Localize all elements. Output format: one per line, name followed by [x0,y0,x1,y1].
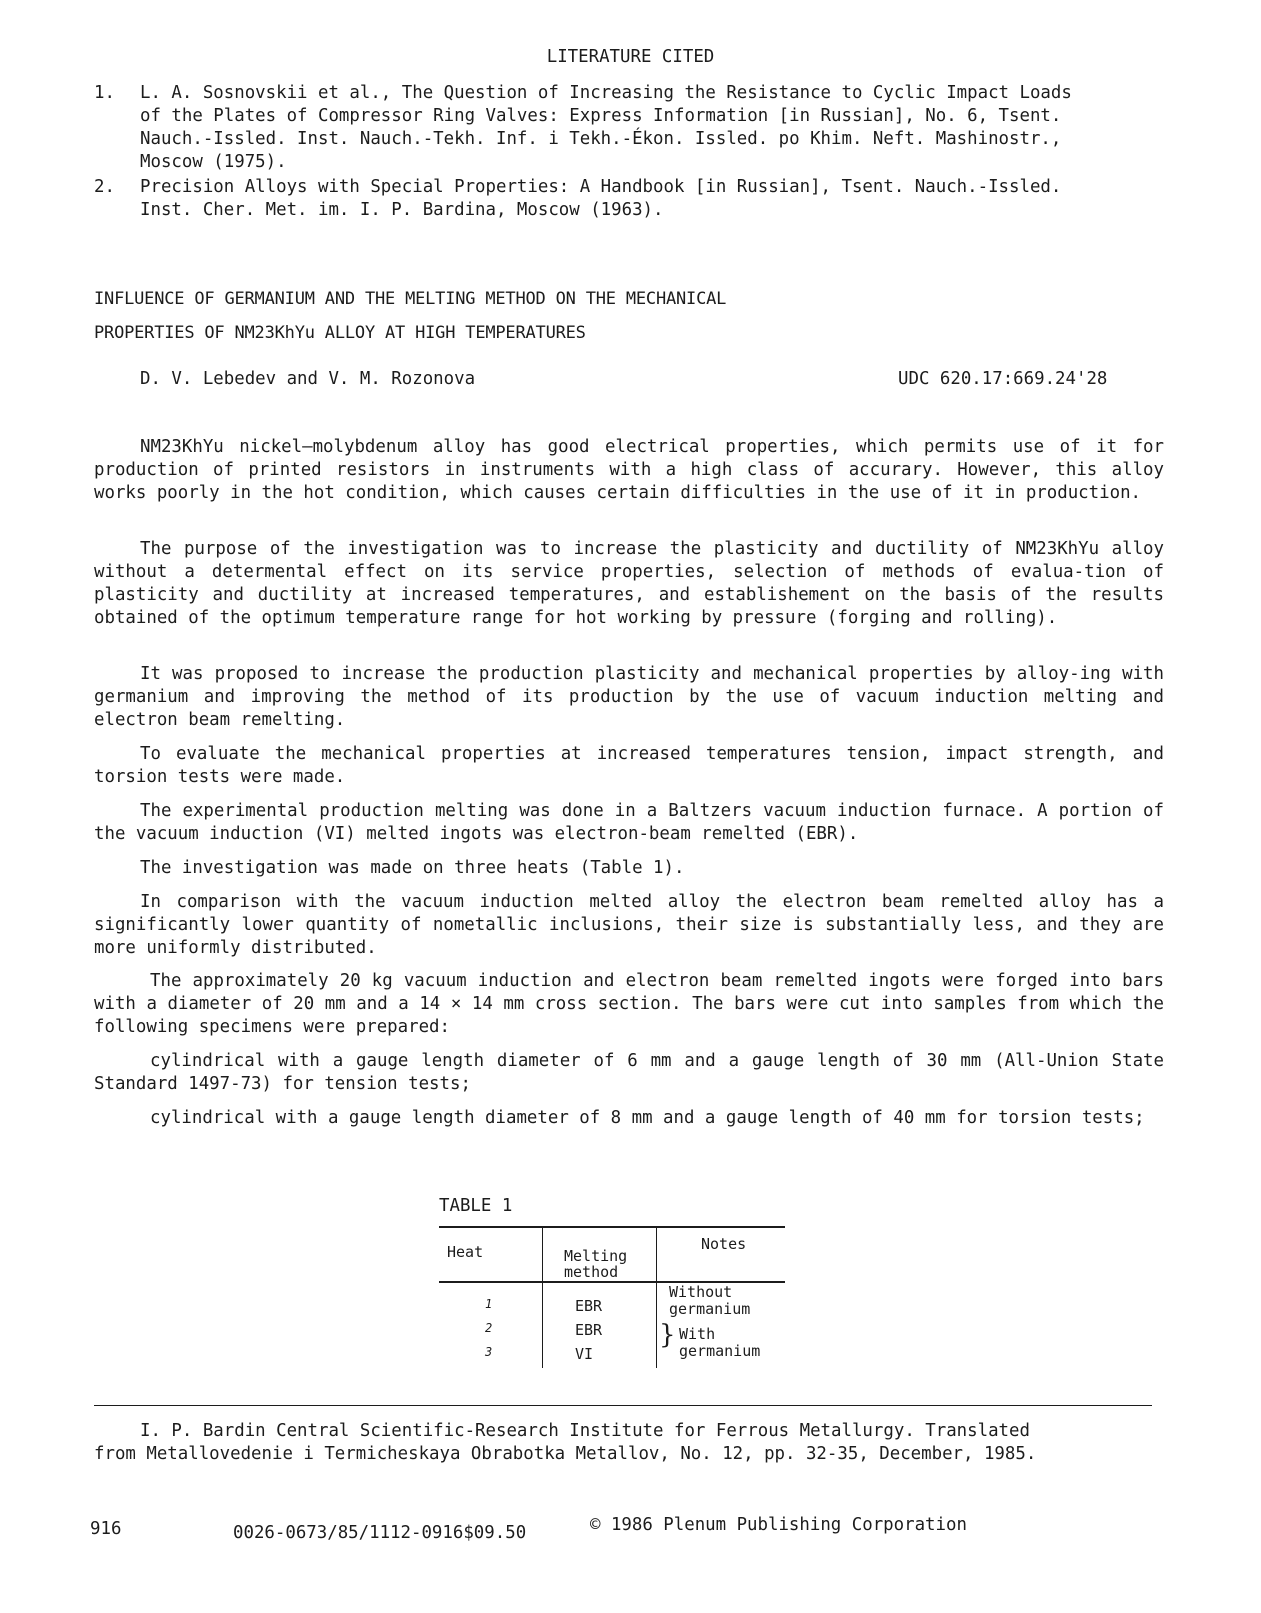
article-title-line-2: PROPERTIES OF NM23KhYu ALLOY AT HIGH TEMPERATURES [94,323,586,343]
table-column-divider [656,1283,657,1368]
body-paragraph: NM23KhYu nickel—molybdenum alloy has good electrical properties, which permits use of it for production of printed resistors in instruments with a high class of accurary. However, this alloy works poorly in the hot condition, which causes certain difficulties in the use of it in production. [94,437,1164,503]
table-cell-method: EBR [575,1297,603,1315]
footnote-line: from Metallovedenie i Termicheskaya Obrabotka Metallov, No. 12, pp. 32-35, December, 1985. [94,1444,1037,1464]
literature-heading: LITERATURE CITED [546,47,715,67]
body-paragraph: The purpose of the investigation was to increase the plasticity and ductility of NM23KhYu alloy without a determental effect on its service properties, selection of methods of evalua-tion of plasticity and ductility at increased temperatures, and establishement on the basis of the results obtained of the optimum temperature range for hot working by pressure (forging and rolling). [94,539,1164,628]
table-cell-heat: 1 [485,1297,493,1311]
copyright-line: © 1986 Plenum Publishing Corporation [590,1515,967,1535]
body-paragraph: In comparison with the vacuum induction melted alloy the electron beam remelted alloy has a significantly lower quantity of nometallic inclusions, their size is substantially less, and they are more uniformly distributed. [94,892,1164,958]
page-number: 916 [90,1519,122,1539]
reference-line: Inst. Cher. Met. im. I. P. Bardina, Moscow (1963). [140,200,664,220]
table-column-divider [542,1283,543,1368]
table-header-notes: Notes [701,1235,747,1253]
table-header-melting-method: Melting method [564,1247,628,1281]
body-paragraph: cylindrical with a gauge length diameter of 6 mm and a gauge length of 30 mm (All-Union State Standard 1497-73) for tension tests; [94,1051,1164,1094]
body-paragraph: To evaluate the mechanical properties at increased temperatures tension, impact strength, and torsion tests were made. [94,744,1164,787]
table-note: With germanium [679,1325,761,1360]
table-header-heat: Heat [447,1243,484,1261]
body-paragraph: The investigation was made on three heats (Table 1). [140,858,685,878]
footnote-rule [94,1405,1152,1406]
article-title-line-1: INFLUENCE OF GERMANIUM AND THE MELTING METHOD ON THE MECHANICAL [94,289,727,309]
table-1 [439,1226,785,1371]
body-paragraph: It was proposed to increase the production plasticity and mechanical properties by alloy-ing with germanium and improving the method of its production by the use of vacuum induction melting and electron beam remelting. [94,664,1164,730]
reference-number: 1. [94,83,115,103]
table-cell-heat: 2 [485,1321,493,1335]
udc-code: UDC 620.17:669.24'28 [898,369,1108,389]
reference-line: Precision Alloys with Special Properties: A Handbook [in Russian], Tsent. Nauch.-Issled. [140,177,1062,197]
table-cell-method: VI [575,1345,594,1363]
reference-line: Nauch.-Issled. Inst. Nauch.-Tekh. Inf. i Tekh.-Ékon. Issled. po Khim. Neft. Mashinostr., [140,129,1062,149]
table-caption: TABLE 1 [439,1196,513,1216]
brace-symbol: } [659,1320,676,1350]
table-note: Without germanium [669,1283,751,1318]
reference-line: Moscow (1975). [140,152,287,172]
footnote-line: I. P. Bardin Central Scientific-Research Institute for Ferrous Metallurgy. Translated [140,1421,1030,1441]
table-column-divider [542,1228,543,1281]
body-paragraph: The experimental production melting was done in a Baltzers vacuum induction furnace. A portion of the vacuum induction (VI) melted ingots was electron-beam remelted (EBR). [94,801,1164,844]
reference-line: L. A. Sosnovskii et al., The Question of Increasing the Resistance to Cyclic Impact Loads [140,83,1072,103]
reference-line: of the Plates of Compressor Ring Valves: Express Information [in Russian], No. 6, Tsent. [140,106,1062,126]
article-authors: D. V. Lebedev and V. M. Rozonova [140,369,476,389]
table-cell-method: EBR [575,1321,603,1339]
body-paragraph: The approximately 20 kg vacuum induction and electron beam remelted ingots were forged into bars with a diameter of 20 mm and a 14 × 14 mm cross section. The bars were cut into samples from which the following specimens were prepared: [94,971,1164,1037]
article-code: 0026-0673/85/1112-0916$09.50 [233,1523,527,1543]
body-paragraph: cylindrical with a gauge length diameter of 8 mm and a gauge length of 40 mm for torsion tests; [150,1108,1145,1128]
table-column-divider [656,1228,657,1281]
reference-number: 2. [94,177,115,197]
table-top-rule [439,1226,785,1228]
table-cell-heat: 3 [485,1345,493,1359]
table-header-rule [439,1281,785,1283]
